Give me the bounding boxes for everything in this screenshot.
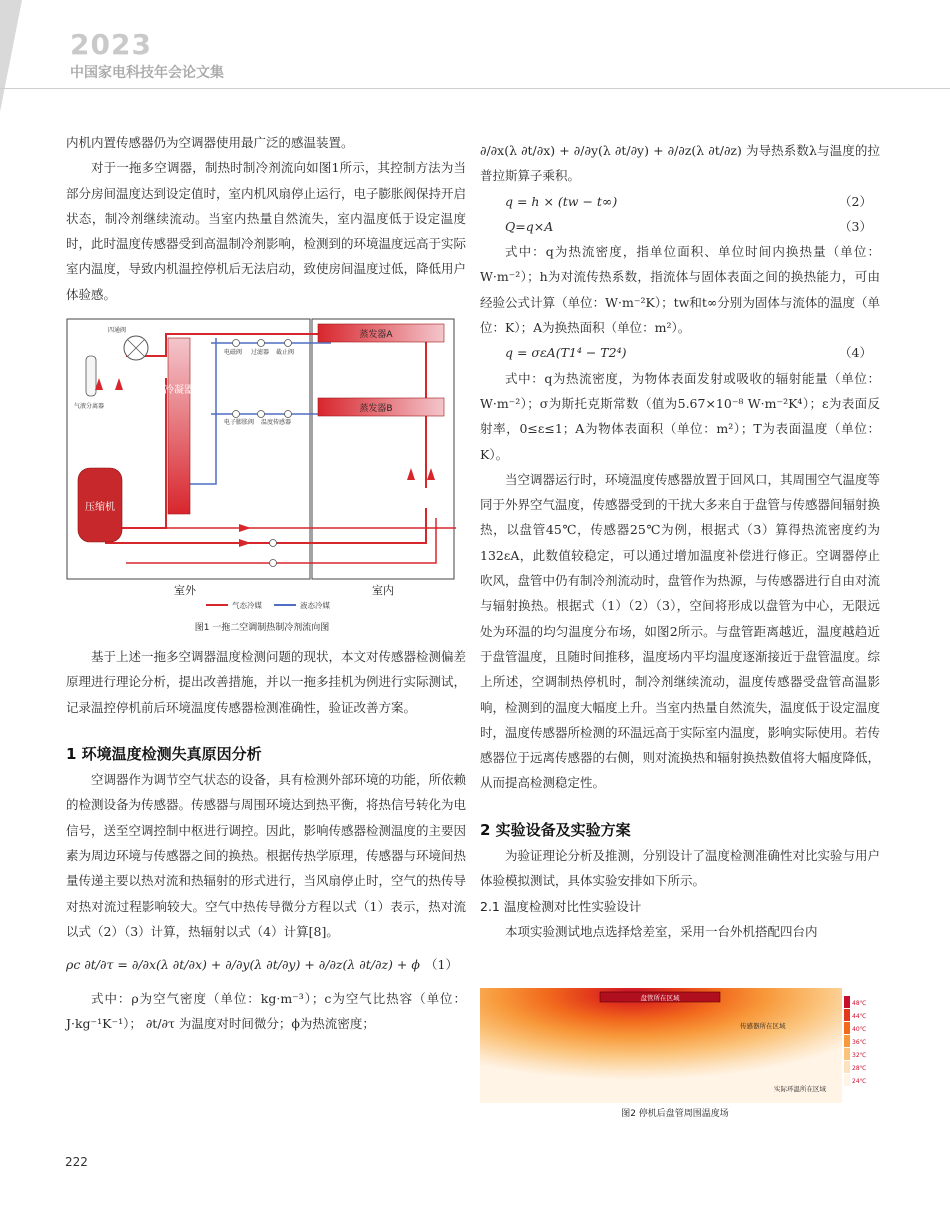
equation-1 [66, 952, 466, 977]
scale-swatch [844, 1022, 850, 1034]
header-year: 2023 [70, 28, 152, 61]
legend-liquid-label: 液态冷媒 [300, 601, 330, 610]
scale-label: 40℃ [852, 1026, 867, 1033]
equation-2-number: （2） [839, 193, 872, 209]
component-label-eev: 电子膨胀阀 [224, 419, 255, 426]
scale-swatch [844, 1061, 850, 1073]
left-paragraph-3: 基于上述一拖多空调器温度检测问题的现状，本文对传感器检测偏差原理进行理论分析，提出改善措施，并以一拖多挂机为例进行实际测试，记录温控停机前后环境温度传感器检测准确性，验证改善方案。 [66, 649, 467, 715]
left-paragraph-2: 对于一拖多空调器，制热时制冷剂流向如图1所示，其控制方法为当部分房间温度达到设定值时，室内机风扇停止运行，电子膨胀阀保持开启状态，制冷剂继续流动。当室内热量自然流失，室内温度低于设定温度时，此时温度传感器受到高温制冷剂影响，检测到的环境温度远高于实际室内温度，导致内机温控停机后无法启动，致使房间温度过低，降低用户体验感。 [66, 160, 467, 302]
equation-1-number: （1） [425, 957, 458, 973]
right-paragraph-6: 本项实验测试地点选择焓差室，采用一台外机搭配四台内 [505, 923, 818, 939]
condenser-block [168, 338, 190, 514]
figure-2-temperature-field [480, 988, 870, 1103]
component-label-solenoid: 电磁阀 [224, 349, 243, 356]
figure-2-caption: 图2 停机后盘管周围温度场 [621, 1109, 729, 1119]
header-divider [0, 88, 950, 89]
section-heading-1: 1 环境温度检测失真原因分析 [66, 744, 262, 763]
scale-swatch [844, 1048, 850, 1060]
component-label-sensor: 温度传感器 [261, 419, 292, 426]
scale-label: 24℃ [852, 1078, 867, 1085]
indoor-label: 室内 [372, 584, 394, 597]
accumulator-icon [86, 356, 96, 396]
compressor-label: 压缩机 [85, 502, 115, 513]
ambient-region-label: 实际环温所在区域 [774, 1085, 826, 1093]
equation-4-number: （4） [839, 345, 872, 361]
equation-1-body: ρc ∂t/∂τ = ∂/∂x(λ ∂t/∂x) + ∂/∂y(λ ∂t/∂y) + ∂/∂z(λ ∂t/∂z) + ϕ [66, 957, 420, 973]
right-paragraph-5: 为验证理论分析及推测，分别设计了温度检测准确性对比实验与用户体验模拟测试，具体实验安排如下所示。 [480, 848, 881, 889]
subsection-heading-2-1: 2.1 温度检测对比性实验设计 [480, 898, 642, 914]
right-paragraph-1: ∂/∂x(λ ∂t/∂x) + ∂/∂y(λ ∂t/∂y) + ∂/∂z(λ ∂t/∂z) 为导热系数λ与温度的拉普拉斯算子乘积。 [480, 143, 880, 184]
right-column [480, 138, 880, 944]
evaporator-a-label: 蒸发器A [359, 330, 393, 340]
scale-swatch [844, 1009, 850, 1021]
left-paragraph-4: 空调器作为调节空气状态的设备，具有检测外部环境的功能，所依赖的检测设备为传感器。传感器与周围环境达到热平衡，将热信号转化为电信号，送至空调控制中枢进行调控。因此，影响传感器检测温度的主要因素为周边环境与传感器之间的换热。根据传热学原理，传感器与环境间热量传递主要以热对流和热辐射的形式进行，当风扇停止时，空气的热传导对热对流过程影响较大。空气中热传导微分方程以式（1）表示，热对流以式（2）（3）计算，热辐射以式（4）计算[8]。 [66, 772, 467, 939]
sensor-region-label: 传感器所在区域 [740, 1022, 786, 1030]
left-paragraph-5: 式中：ρ为空气密度（单位：kg·m⁻³）；c为空气比热容（单位：J·kg⁻¹K⁻¹）； ∂t/∂τ 为温度对时间微分；ϕ为热流密度； [66, 990, 466, 1031]
scale-swatch [844, 996, 850, 1008]
condenser-label: 冷凝器 [164, 385, 194, 396]
equation-2-body: q = h × (tw − t∞) [505, 193, 618, 209]
corner-fold-decoration [0, 0, 22, 112]
legend-gas-label: 气态冷媒 [232, 601, 262, 610]
scale-label: 48℃ [852, 1000, 867, 1007]
equation-4-body: q = σεA(T1⁴ − T2⁴) [505, 345, 627, 361]
four-way-valve-label: 四通阀 [108, 327, 127, 334]
component-label-stop-valve: 截止阀 [276, 349, 295, 356]
equation-2 [480, 189, 880, 214]
scale-label: 36℃ [852, 1039, 867, 1046]
equation-3 [480, 214, 880, 239]
left-column-lower [66, 644, 466, 1036]
scale-label: 44℃ [852, 1013, 867, 1020]
equation-3-body: Q=q×A [505, 218, 554, 234]
left-paragraph-1: 内机内置传感器仍为空调器使用最广泛的感温装置。 [66, 135, 354, 150]
header-title: 中国家电科技年会论文集 [70, 65, 224, 81]
coil-label: 盘管所在区域 [640, 994, 680, 1002]
indoor-box [312, 319, 454, 579]
outdoor-label: 室外 [174, 584, 196, 597]
right-paragraph-3: 式中：q为热流密度，为物体表面发射或吸收的辐射能量（单位：W·m⁻²）；σ为斯托克斯常数（值为5.67×10⁻⁸ W·m⁻²K⁴）；ε为表面反射率，0≤ε≤1；A为物体表面积（单位：m²）；T为表面温度（单位：K）。 [480, 370, 880, 462]
scale-swatch [844, 1035, 850, 1047]
scale-label: 28℃ [852, 1065, 867, 1072]
figure-1-refrigerant-diagram [66, 318, 458, 618]
page-number: 222 [65, 1155, 88, 1169]
scale-swatch [844, 1074, 850, 1086]
valve-icons [233, 340, 295, 567]
left-column [66, 130, 466, 307]
scale-label: 32℃ [852, 1052, 867, 1059]
equation-3-number: （3） [839, 218, 872, 234]
figure-1-caption: 图1 一拖二空调制热制冷剂流向图 [194, 623, 330, 633]
section-heading-2: 2 实验设备及实验方案 [480, 820, 631, 839]
right-paragraph-4: 当空调器运行时，环境温度传感器放置于回风口，其周围空气温度等同于外界空气温度，传感器受到的干扰大多来自于盘管与传感器间辐射换热，以盘管45℃，传感器25℃为例，根据式（3）算得热流密度约为132εA，此数值较稳定，可以通过增加温度补偿进行修正。空调器停止吹风，盘管中仍有制冷剂流动时，盘管作为热源，与传感器进行自由对流与辐射换热。根据式（1）（2）（3），空间将形成以盘管为中心，无限远处为环温的均匀温度分布场，如图2所示。与盘管距离越近，温度越趋近于盘管温度，且随时间推移，温度场内平均温度逐渐接近于盘管温度。综上所述，空调制热停机时，制冷剂继续流动，温度传感器受盘管高温影响，检测到的温度大幅度上升。当室内热量自然流失，温度低于设定温度时，温度传感器所检测的环温远高于实际室内温度，影响实际使用。若传感器位于远离传感器的右侧，则对流换热和辐射换热数值将大幅度降低，从而提高检测稳定性。 [480, 471, 881, 791]
temperature-scale [844, 996, 867, 1086]
accumulator-label: 气液分离器 [74, 403, 105, 410]
equation-4 [480, 340, 880, 365]
right-paragraph-2: 式中：q为热流密度，指单位面积、单位时间内换热量（单位：W·m⁻²）；h为对流传热系数，指流体与固体表面之间的换热能力，可由经验公式计算（单位：W·m⁻²K）；tw和t∞分别为固体与流体的温度（单位：K）；A为换热面积（单位：m²）。 [480, 244, 880, 336]
component-label-filter: 过滤器 [251, 349, 270, 356]
evaporator-b-label: 蒸发器B [359, 404, 393, 414]
